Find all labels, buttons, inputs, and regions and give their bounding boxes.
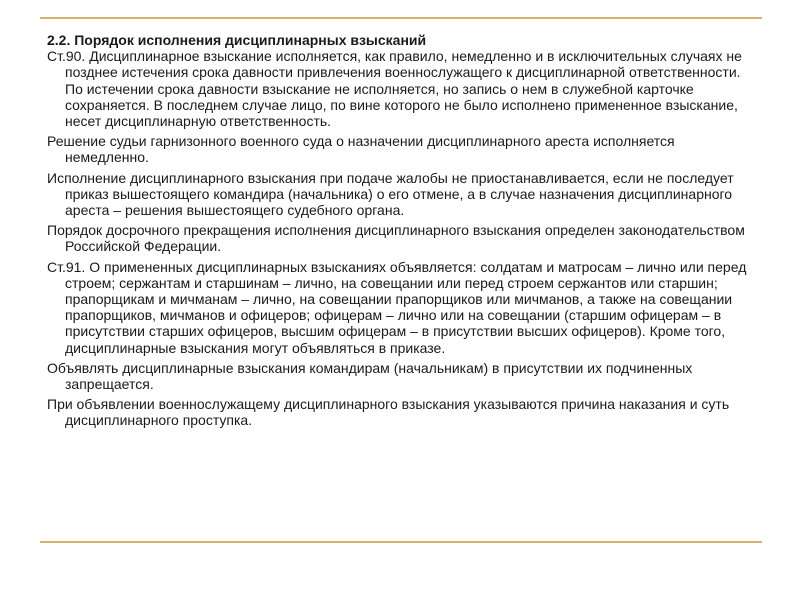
bottom-divider (40, 541, 762, 543)
paragraph-article-90: Ст.90. Дисциплинарное взыскание исполняется, как правило, немедленно и в исключительных случаях не позднее истечения срока давности привлечения военнослужащего к дисциплинарной ответственности. По истечении срока давности взыскание не исполняется, но запись о нем в служебной карточке сохраняется. В последнем случае лицо, по вине которого не было исполнено примененное взыскание, несет дисциплинарную ответственность. (47, 48, 742, 130)
slide-title: 2.2. Порядок исполнения дисциплинарных взысканий (47, 32, 427, 48)
paragraph-announcement-prohibition: Объявлять дисциплинарные взыскания командирам (начальникам) в присутствии их подчиненных запрещается. (47, 359, 693, 393)
paragraph-complaint: Исполнение дисциплинарного взыскания при подаче жалобы не приостанавливается, если не последует приказ вышестоящего командира (начальника) о его отмене, а в случае назначения дисциплинарного ареста – решения вышестоящего судебного органа. (47, 169, 734, 219)
paragraph-court-decision: Решение судьи гарнизонного военного суда о назначении дисциплинарного ареста исполняется немедленно. (47, 133, 675, 166)
slide-content (47, 32, 759, 433)
paragraph-early-termination: Порядок досрочного прекращения исполнения дисциплинарного взыскания определен законодательством Российской Федерации. (47, 222, 745, 255)
paragraph-reason-statement: При объявлении военнослужащему дисциплинарного взыскания указываются причина наказания и суть дисциплинарного проступка. (47, 396, 730, 429)
top-divider (40, 17, 762, 19)
paragraph-article-91: Ст.91. О примененных дисциплинарных взысканиях объявляется: солдатам и матросам – лично или перед строем; сержантам и старшинам – лично, на совещании или перед строем сержантов или старшин; прапорщикам и мичманам – лично, на совещании прапорщиков или мичманов, а также на совещании прапорщиков, мичманов и офицеров; офицерам – лично или на совещании (старшим офицерам – в присутствии старших офицеров, высшим офицерам – в присутствии высших офицеров). Кроме того, дисциплинарные взыскания могут объявляться в приказе. (47, 258, 747, 356)
